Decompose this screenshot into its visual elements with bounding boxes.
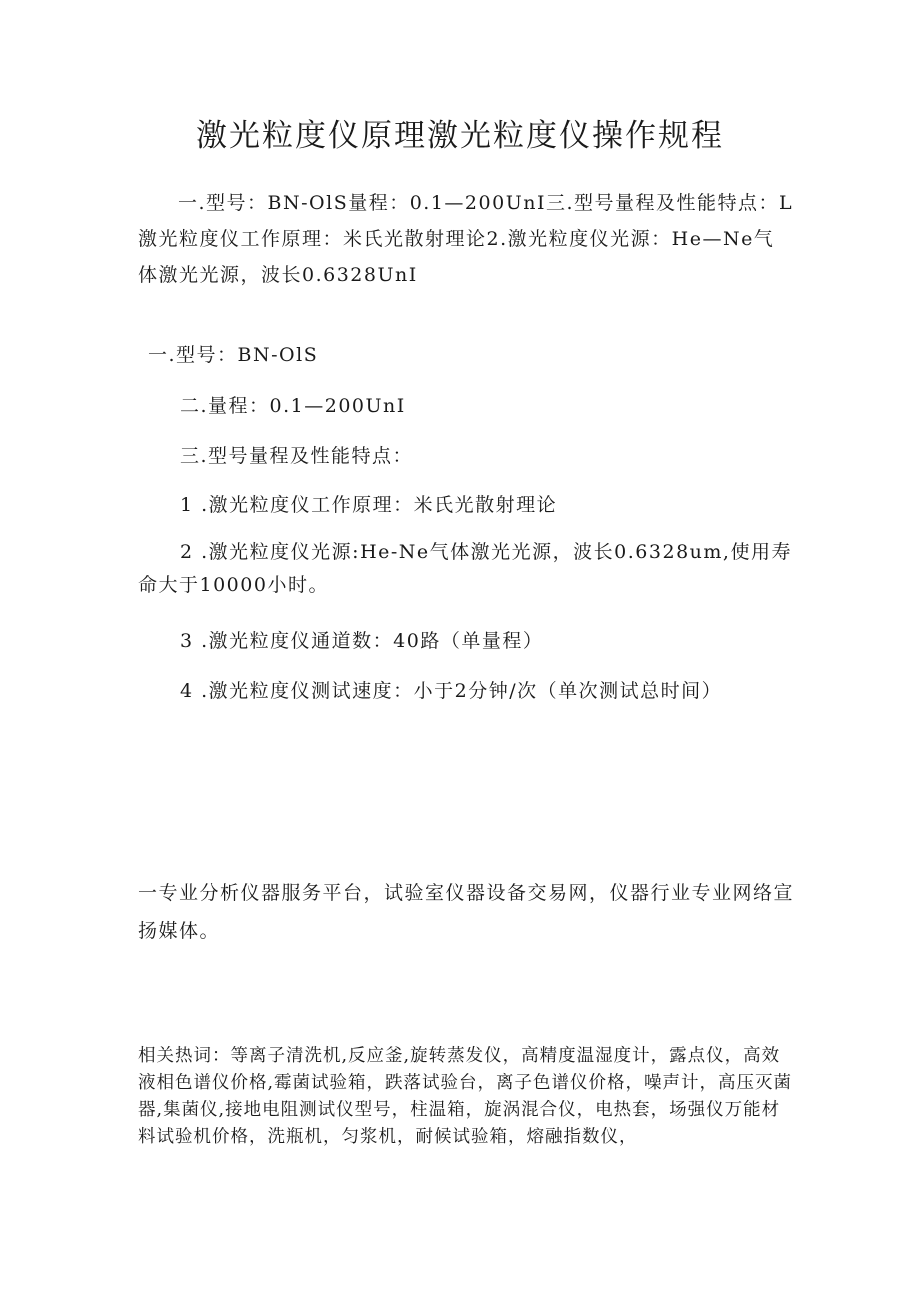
model-line: 一.型号：BN-OlS — [148, 344, 319, 366]
range-line: 二.量程：0.1—200UnI — [180, 395, 406, 417]
features-heading: 三.型号量程及性能特点： — [180, 445, 414, 467]
intro-paragraph: 一.型号：BN-OlS量程：0.1—200UnI三.型号量程及性能特点：L激光粒度仪工作原理：米氏光散射理论2.激光粒度仪光源：He—Ne气体激光光源，波长0.6328UnI — [138, 192, 794, 286]
promo-paragraph: 一专业分析仪器服务平台，试验室仪器设备交易网，仪器行业专业网络宣扬媒体。 — [138, 882, 795, 942]
feature-item-3: 3 .激光粒度仪通道数：40路（单量程） — [180, 630, 544, 652]
feature-item-4: 4 .激光粒度仪测试速度：小于2分钟/次（单次测试总时间） — [180, 680, 723, 702]
related-keywords: 相关热词：等离子清洗机,反应釜,旋转蒸发仪，高精度温湿度计，露点仪，高效液相色谱仪价格,霉菌试验箱，跌落试验台，离子色谱仪价格，噪声计，高压灭菌器,集菌仪,接地电阻测试仪型号，柱温箱，旋涡混合仪，电热套，场强仪万能材料试验机价格，洗瓶机，匀浆机，耐候试验箱，熔融指数仪， — [138, 1046, 793, 1147]
feature-item-1: 1 .激光粒度仪工作原理：米氏光散射理论 — [180, 494, 558, 516]
feature-item-2: 2 .激光粒度仪光源:He-Ne气体激光光源，波长0.6328um,使用寿命大于10000小时。 — [138, 541, 792, 596]
document-title: 激光粒度仪原理激光粒度仪操作规程 — [196, 118, 724, 154]
